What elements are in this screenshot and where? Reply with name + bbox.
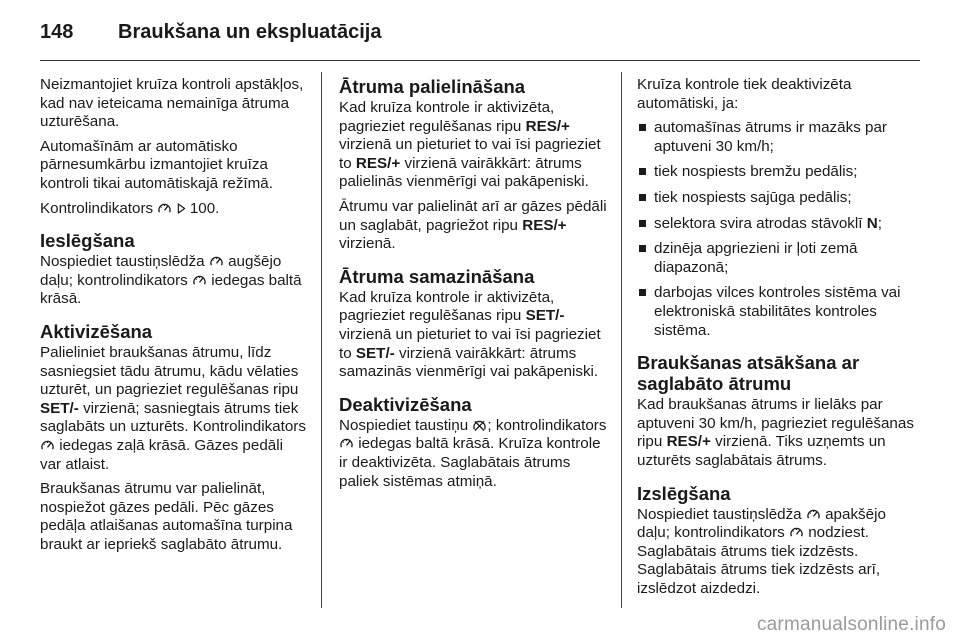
heading-switch-off: Izslēgšana [637, 482, 731, 504]
paragraph: Nospiediet taustiņslēdža augšējo daļu; kontrolindikators iedegas baltā krāsā. [40, 253, 302, 308]
column-divider-1 [321, 72, 322, 608]
key-label: SET/- [40, 399, 79, 417]
cruise-control-icon [209, 255, 224, 268]
key-label: RES/+ [525, 117, 570, 135]
column-3 [637, 76, 921, 604]
paragraph: Automašīnām ar automātisko pārnesumkārbu izmantojiet kruīza kontroli tikai automātiskajā režīmā. [40, 137, 273, 192]
list-item: dzinēja apgriezieni ir ļoti zemā diapazonā; [637, 240, 921, 277]
paragraph: Kad kruīza kontrole ir aktivizēta, pagrieziet regulēšanas ripu RES/+ virzienā un pieturiet to vai īsi pagrieziet to RES/+ virzienā vairākkārt: ātrums palielinās vienmērīgi vai pakāpeniski. [339, 99, 601, 191]
column-2 [339, 76, 611, 497]
heading-increase-speed: Ātruma palielināšana [339, 76, 526, 97]
cruise-cancel-icon [472, 419, 487, 432]
list-item: tiek nospiests bremžu pedālis; [637, 163, 921, 182]
paragraph: Ātrumu var palielināt arī ar gāzes pēdāli un saglabāt, pagriežot ripu RES/+ virzienā. [339, 197, 607, 253]
key-label: RES/+ [666, 433, 711, 451]
cruise-control-icon [806, 508, 821, 521]
key-label: RES/+ [355, 154, 401, 172]
heading-switch-on: Ieslēgšana [40, 230, 135, 252]
paragraph: Kad kruīza kontrole ir aktivizēta, pagrieziet regulēšanas ripu SET/- virzienā un pieturiet to vai īsi pagrieziet to SET/- virzienā vairākkārt: ātrums samazinās vienmērīgi vai pakāpeniski. [339, 288, 601, 381]
heading-deactivation: Deaktivizēšana [339, 393, 472, 415]
list-item: tiek nospiests sajūga pedālis; [637, 189, 921, 208]
page-header [40, 12, 381, 52]
key-label: SET/- [355, 344, 395, 362]
cruise-control-icon [157, 202, 172, 215]
column-divider-2 [621, 72, 622, 608]
paragraph: Palieliniet braukšanas ātrumu, līdz sasniegsiet tādu ātrumu, kādu vēlaties uzturēt, un pagrieziet regulēšanas ripu SET/- virzienā; sasniegtais ātrums tiek saglabāts un uzturēts. Kontrolindikators iedegas zaļā krāsā. Gāzes pedāli var atlaist. [40, 343, 306, 473]
key-label: RES/+ [522, 216, 567, 234]
key-label: SET/- [525, 307, 565, 325]
column-1 [40, 76, 308, 560]
deactivation-conditions-list [637, 119, 921, 340]
watermark: carmanualsonline.info [756, 614, 946, 635]
list-item-selector: selektora svira atrodas stāvoklī N; [637, 215, 921, 234]
heading-resume: Braukšanas atsākšana ar saglabāto ātrumu [637, 352, 860, 395]
chapter-title: Braukšana un ekspluatācija [118, 20, 382, 43]
page-number: 148 [40, 20, 74, 43]
page-reference-arrow-icon [177, 202, 186, 215]
list-item: automašīnas ātrums ir mazāks par aptuveni 30 km/h; [637, 119, 921, 156]
cruise-control-icon [789, 526, 804, 539]
key-label: N [866, 214, 878, 232]
paragraph: Neizmantojiet kruīza kontroli apstākļos, kad nav ieteicama nemainīga ātruma uzturēšana. [40, 76, 304, 131]
paragraph: Braukšanas ātrumu var palielināt, nospiežot gāzes pedāli. Pēc gāzes pedāļa atlaišanas automašīna turpina braukt ar iepriekš saglabāto ātrumu. [40, 480, 293, 553]
paragraph: Nospiediet taustiņu ; kontrolindikators iedegas baltā krāsā. Kruīza kontrole ir deaktivizēta. Saglabātais ātrums paliek sistēmas atmiņā. [339, 416, 607, 490]
list-item: darbojas vilces kontroles sistēma vai elektroniskā stabilitātes kontroles sistēma. [637, 284, 921, 340]
cruise-control-icon [339, 437, 354, 450]
paragraph: Kruīza kontrole tiek deaktivizēta automātiski, ja: [637, 76, 852, 112]
header-rule [40, 60, 920, 61]
paragraph: Kad braukšanas ātrums ir lielāks par aptuveni 30 km/h, pagrieziet regulēšanas ripu RES/+ virzienā. Tiks uzņemts un uzturēts saglabātais ātrums. [637, 396, 914, 469]
cruise-control-icon [40, 439, 55, 452]
paragraph-indicator-ref: Kontrolindikators 100. [40, 199, 220, 217]
paragraph: Nospiediet taustiņslēdža apakšējo daļu; kontrolindikators nodziest. Saglabātais ātrums tiek izdzēsts. Saglabātais ātrums tiek izdzēsts arī, izslēdzot aizdedzi. [637, 505, 886, 597]
cruise-control-icon [192, 274, 207, 287]
heading-decrease-speed: Ātruma samazināšana [339, 265, 535, 287]
heading-activation: Aktivizēšana [40, 320, 153, 342]
